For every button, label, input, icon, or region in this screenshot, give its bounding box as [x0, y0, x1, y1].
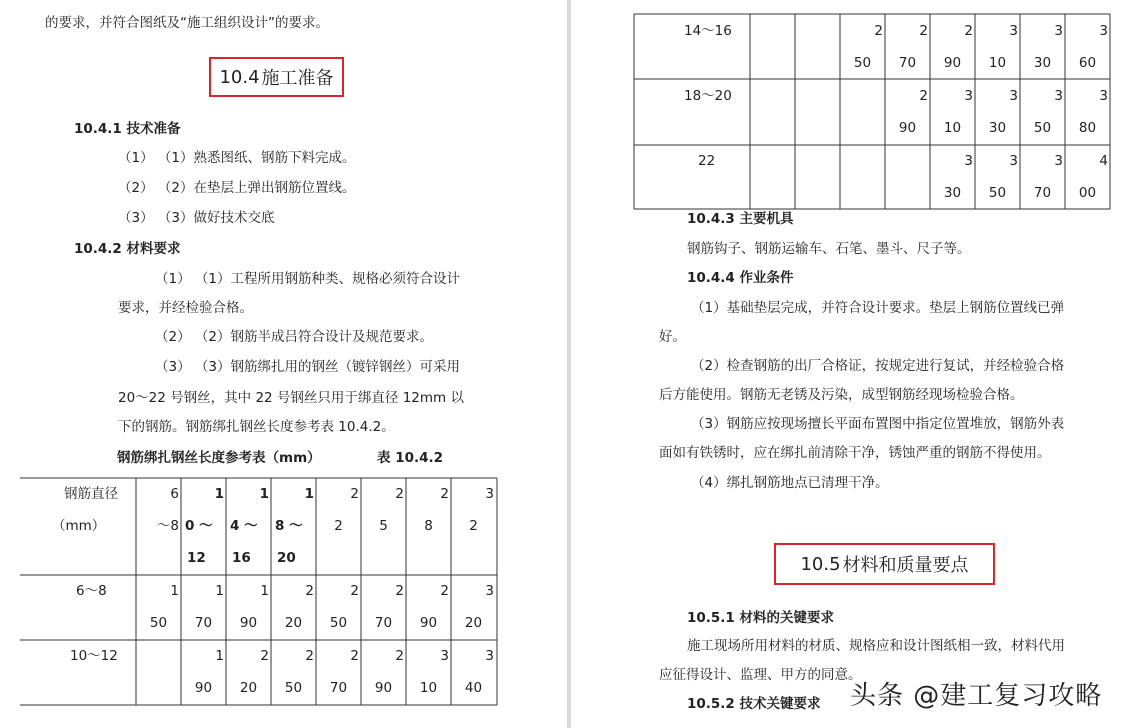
table-header-cell: 2 — [440, 486, 449, 502]
table-cell: 70 — [374, 615, 393, 631]
table-header-cell: 4 ～ — [230, 518, 258, 534]
table-header-cell: 6 — [170, 486, 179, 502]
table-row-label: 10～12 — [70, 648, 118, 664]
table-header-cell: 8 ～ — [275, 518, 303, 534]
table-cell: 3 — [1099, 88, 1108, 104]
table-cell: 10 — [988, 55, 1007, 71]
table-cell: 3 — [1054, 88, 1063, 104]
heading-10-4-3: 10.4.3 主要机具 — [687, 211, 794, 227]
table-cell: 3 — [440, 648, 449, 664]
section-heading-10-5 — [774, 543, 995, 585]
table-cell: 40 — [464, 680, 483, 696]
table-header-cell: 2 — [350, 486, 359, 502]
table-cell: 2 — [350, 648, 359, 664]
heading-10-5-1: 10.5.1 材料的关键要求 — [687, 610, 835, 626]
table-cell: 2 — [964, 23, 973, 39]
table-header-cell: 12 — [187, 550, 206, 566]
table-row-label: 22 — [698, 153, 716, 169]
material-line: （2） （2）钢筋半成吕符合设计及规范要求。 — [155, 329, 433, 345]
table-cell: 2 — [440, 583, 449, 599]
section-number: 10.5 — [800, 553, 841, 575]
table-cell: 3 — [485, 583, 494, 599]
table-cell: 3 — [964, 153, 973, 169]
table-cell: 3 — [964, 88, 973, 104]
table-cell: 2 — [305, 648, 314, 664]
table-row-label: 18～20 — [684, 88, 732, 104]
table-cell: 50 — [284, 680, 303, 696]
condition-line: 面如有铁锈时，应在绑扎前清除干净，锈蚀严重的钢筋不得使用。 — [659, 445, 1051, 461]
material-key-line: 施工现场所用材料的材质、规格应和设计图纸相一致，材料代用 — [687, 638, 1065, 654]
table-header-cell: 3 — [485, 486, 494, 502]
material-line: 下的钢筋。钢筋绑扎钢丝长度参考表 10.4.2。 — [118, 419, 395, 435]
tools-text: 钢筋钩子、钢筋运输车、石笔、墨斗、尺子等。 — [687, 241, 971, 257]
section-title: 施工准备 — [261, 68, 334, 89]
heading-10-4-4: 10.4.4 作业条件 — [687, 270, 794, 286]
table-cell: 50 — [1033, 120, 1052, 136]
table-cell: 90 — [239, 615, 258, 631]
table-cell: 2 — [919, 23, 928, 39]
table-row-label: 14～16 — [684, 23, 732, 39]
table-cell: 2 — [305, 583, 314, 599]
table-header-cell: 2 — [395, 486, 404, 502]
table-cell: 70 — [1033, 185, 1052, 201]
table-header-cell: 1 — [259, 486, 269, 502]
table-header-cell: 2 — [469, 518, 478, 534]
table-cell: 3 — [1009, 23, 1018, 39]
tech-item: （2） （2）在垫层上弹出钢筋位置线。 — [118, 180, 356, 196]
table-header-cell: 20 — [277, 550, 296, 566]
condition-line: 后方能使用。钢筋无老锈及污染，成型钢筋经现场检验合格。 — [659, 387, 1024, 403]
right-page — [571, 0, 1138, 728]
table-header-cell: ～8 — [156, 518, 179, 534]
table-cell: 90 — [374, 680, 393, 696]
table-cell: 50 — [149, 615, 168, 631]
table-cell: 2 — [874, 23, 883, 39]
table-cell: 3 — [1009, 153, 1018, 169]
table-header-cell: 16 — [232, 550, 251, 566]
table-cell: 70 — [194, 615, 213, 631]
table-header-cell: 1 — [214, 486, 224, 502]
table-cell: 30 — [988, 120, 1007, 136]
table-cell: 50 — [988, 185, 1007, 201]
table-cell: 30 — [1033, 55, 1052, 71]
table-header-label: 钢筋直径 — [64, 486, 118, 502]
table-cell: 1 — [170, 583, 179, 599]
table-cell: 90 — [898, 120, 917, 136]
condition-line: （4）绑扎钢筋地点已清理干净。 — [691, 475, 889, 491]
material-line: 20～22 号钢丝，其中 22 号钢丝只用于绑直径 12mm 以 — [118, 390, 464, 406]
condition-line: （1）基础垫层完成，并符合设计要求。垫层上钢筋位置线已弹 — [691, 300, 1065, 316]
table-header-unit: （mm） — [52, 518, 106, 534]
condition-line: （3）钢筋应按现场擅长平面布置图中指定位置堆放，钢筋外表 — [691, 416, 1065, 432]
table-number: 表 10.4.2 — [377, 450, 444, 466]
table-cell: 2 — [919, 88, 928, 104]
table-header-cell: 0 ～ — [185, 518, 213, 534]
table-cell: 90 — [943, 55, 962, 71]
table-cell: 3 — [1009, 88, 1018, 104]
table-header-cell: 5 — [379, 518, 388, 534]
table-title: 钢筋绑扎钢丝长度参考表（mm） — [117, 450, 321, 466]
intro-text: 的要求，并符合图纸及“施工组织设计”的要求。 — [45, 15, 329, 31]
material-line: 要求，并经检验合格。 — [118, 300, 253, 316]
table-cell: 2 — [260, 648, 269, 664]
tech-item: （1） （1）熟悉图纸、钢筋下料完成。 — [118, 150, 356, 166]
table-cell: 1 — [260, 583, 269, 599]
table-cell: 00 — [1078, 185, 1097, 201]
table-cell: 70 — [329, 680, 348, 696]
material-line: （3） （3）钢筋绑扎用的钢丝（镀锌钢丝）可采用 — [155, 359, 460, 375]
table-cell: 10 — [419, 680, 438, 696]
table-cell: 3 — [1054, 23, 1063, 39]
section-number: 10.4 — [219, 66, 260, 88]
left-page — [0, 0, 567, 728]
table-cell: 10 — [943, 120, 962, 136]
heading-10-4-2: 10.4.2 材料要求 — [74, 241, 181, 257]
table-header-cell: 2 — [334, 518, 343, 534]
table-cell: 2 — [395, 648, 404, 664]
table-cell: 50 — [853, 55, 872, 71]
table-cell: 4 — [1099, 153, 1108, 169]
table-cell: 80 — [1078, 120, 1097, 136]
watermark: 头条 @建工复习攻略 — [850, 681, 1103, 711]
table-cell: 3 — [485, 648, 494, 664]
table-cell: 70 — [898, 55, 917, 71]
table-cell: 2 — [350, 583, 359, 599]
condition-line: （2）检查钢筋的出厂合格证，按规定进行复试，并经检验合格 — [691, 358, 1065, 374]
table-cell: 3 — [1054, 153, 1063, 169]
table-cell: 20 — [284, 615, 303, 631]
heading-10-4-1: 10.4.1 技术准备 — [74, 121, 181, 137]
table-cell: 50 — [329, 615, 348, 631]
table-cell: 20 — [464, 615, 483, 631]
section-heading-10-4 — [209, 57, 344, 97]
table-cell: 1 — [215, 648, 224, 664]
table-header-cell: 8 — [424, 518, 433, 534]
table-cell: 30 — [943, 185, 962, 201]
table-cell: 20 — [239, 680, 258, 696]
section-title: 材料和质量要点 — [842, 555, 969, 576]
table-cell: 90 — [419, 615, 438, 631]
table-cell: 2 — [395, 583, 404, 599]
material-line: （1） （1）工程所用钢筋种类、规格必须符合设计 — [155, 271, 460, 287]
heading-10-5-2: 10.5.2 技术关键要求 — [687, 696, 821, 712]
table-cell: 60 — [1078, 55, 1097, 71]
table-cell: 90 — [194, 680, 213, 696]
table-cell: 3 — [1099, 23, 1108, 39]
table-row-label: 6～8 — [76, 583, 107, 599]
table-cell: 1 — [215, 583, 224, 599]
material-key-line: 应征得设计、监理、甲方的同意。 — [659, 667, 862, 683]
condition-line: 好。 — [659, 329, 686, 345]
tech-item: （3） （3）做好技术交底 — [118, 210, 275, 226]
table-header-cell: 1 — [304, 486, 314, 502]
